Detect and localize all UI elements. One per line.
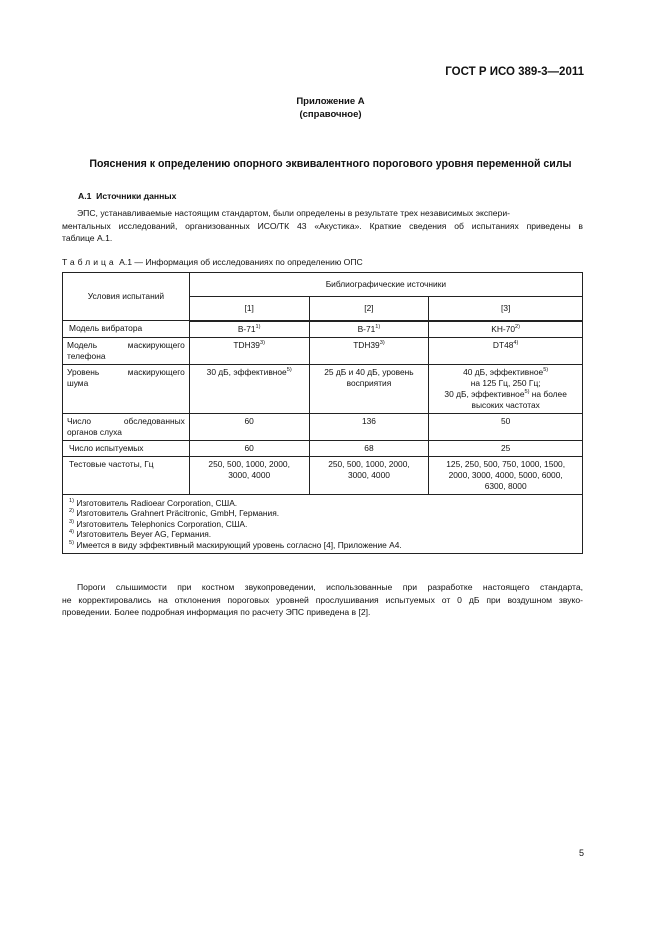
row-label: Число обследованных органов слуха [63,413,190,440]
cell: 250, 500, 1000, 2000, 3000, 4000 [309,456,429,494]
cell: 25 дБ и 40 дБ, уровень восприятия [309,364,429,413]
page-number: 5 [578,848,584,858]
row-label: Уровень маскирующего шума [63,364,190,413]
intro-paragraph [62,207,583,245]
note-item: $^{4)}$ Изготовитель Beyer AG, Германия. [69,529,212,540]
cell: 25 [429,440,583,456]
table-caption-word: Таблица [62,257,117,267]
intro-line-3: таблице А.1. [62,233,113,243]
cell: 136 [309,413,429,440]
table-notes-row [63,494,583,554]
data-table [62,272,583,554]
table-notes [63,494,583,554]
main-title: Пояснения к определению опорного эквивалентного порогового уровня переменной силы [89,158,572,170]
cell: 40 дБ, эффективное$^{5)}$ на 125 Гц, 250 Гц; 30 дБ, эффективное$^{5)}$ на более высоких частотах [429,364,583,413]
header-sources: Библиографические источники [189,273,582,297]
cell: 60 [189,413,309,440]
cell: TDH39$^{3)}$ [189,337,309,364]
cell: B-71$^{1)}$ [189,321,309,338]
row-label: Тестовые частоты, Гц [63,456,190,494]
appendix-title: Приложение А [296,96,365,107]
header-source-1: [1] [189,297,309,321]
cell: DT48$^{4)}$ [429,337,583,364]
cell: 60 [189,440,309,456]
table-row-frequencies [63,456,583,494]
cell: B-71$^{1)}$ [309,321,429,338]
section-heading [78,191,176,201]
header-conditions: Условия испытаний [63,273,190,321]
cell: 30 дБ, эффективное$^{5)}$ [189,364,309,413]
intro-line-1: ЭПС, устанавливаемые настоящим стандартом, были определены в результате трех независимых экспери- [77,208,510,218]
row-label: Модель вибратора [63,321,190,338]
header-source-2: [2] [309,297,429,321]
table-row-noise [63,364,583,413]
note-item: $^{2)}$ Изготовитель Grahnert Präcitronic, GmbH, Германия. [69,508,280,519]
intro-line-2: ментальных исследований, организованных ИСО/ТК 43 «Акустика». Краткие сведения об испытаниях приведены в [62,220,583,231]
note-item: $^{5)}$ Имеется в виду эффективный маскирующий уровень согласно [4], Приложение А4. [69,539,402,550]
cell: 250, 500, 1000, 2000, 3000, 4000 [189,456,309,494]
closing-line-3: проведении. Более подробная информация по расчету ЭПС приведена в [2]. [62,607,371,617]
table-row-vibrator [63,321,583,338]
section-number: А.1 [78,191,92,201]
section-title: Источники данных [96,191,177,201]
row-label: Число испытуемых [63,440,190,456]
appendix-subtitle: (справочное) [299,109,362,120]
closing-line-1: Пороги слышимости при костном звукопроведении, использованные при разработке настоящего стандарта, [77,582,583,592]
closing-line-2: не корректировались на отклонения пороговых уровней прослушивания испытуемых от 0 дБ при воздушном звуко- [62,594,583,605]
cell: 125, 250, 500, 750, 1000, 1500, 2000, 3000, 4000, 5000, 6000, 6300, 8000 [429,456,583,494]
header-source-3: [3] [429,297,583,321]
table-caption-text: А.1 — Информация об исследованиях по определению ОПС [119,257,363,267]
document-code: ГОСТ Р ИСО 389-3—2011 [445,66,584,78]
cell: KH-70$^{2)}$ [429,321,583,338]
table-caption [62,257,363,267]
note-item: $^{3)}$ Изготовитель Telephonics Corporation, США. [69,518,248,529]
table-row-phone [63,337,583,364]
closing-paragraph [62,581,583,619]
table-row-ears [63,413,583,440]
table-row-subjects [63,440,583,456]
cell: 50 [429,413,583,440]
cell: 68 [309,440,429,456]
row-label: Модель маскирующего телефона [63,337,190,364]
cell: TDH39$^{3)}$ [309,337,429,364]
note-item: $^{1)}$ Изготовитель Radioear Corporation, США. [69,497,238,508]
